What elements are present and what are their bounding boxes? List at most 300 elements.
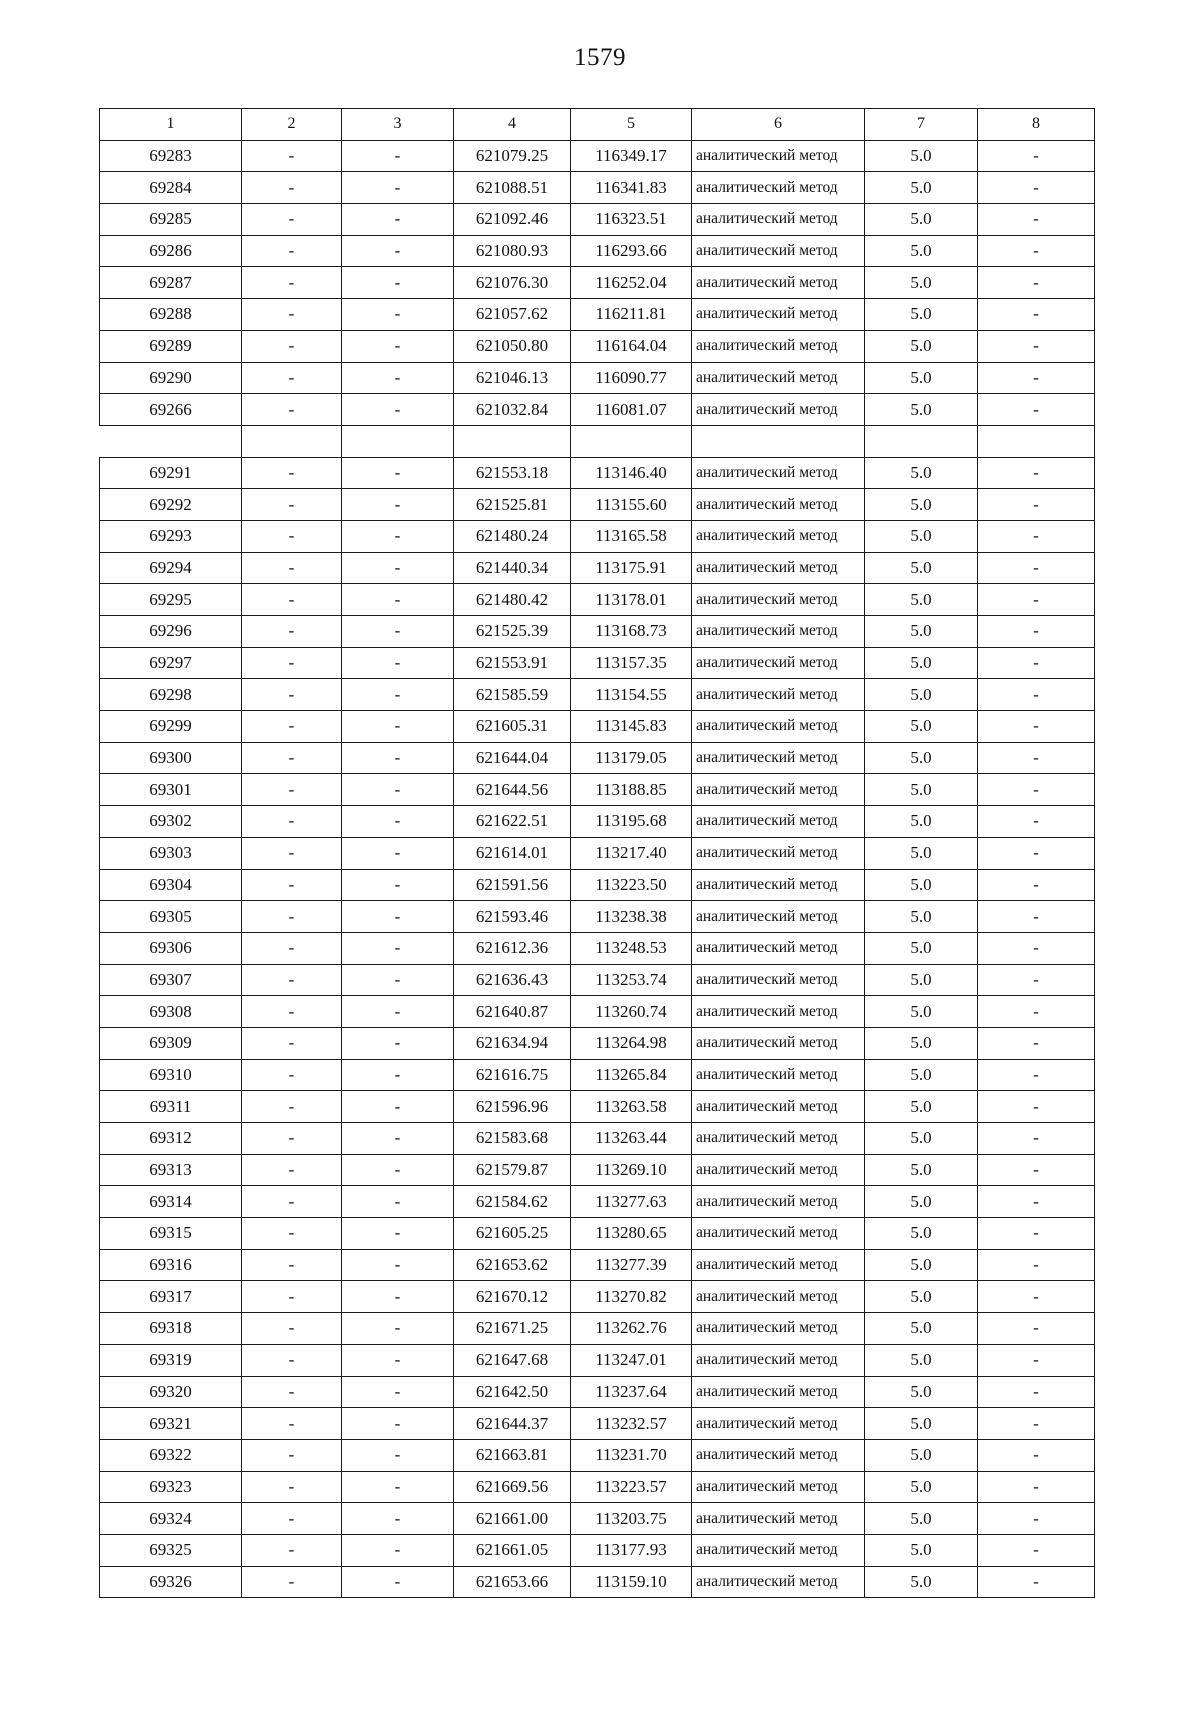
cell-col-8: - xyxy=(978,584,1095,616)
cell-col-2: - xyxy=(242,204,342,236)
cell-col-3: - xyxy=(342,1186,454,1218)
cell-method: аналитический метод xyxy=(692,1027,865,1059)
cell-coord-x: 621653.66 xyxy=(454,1566,571,1598)
cell-point-number: 69326 xyxy=(100,1566,242,1598)
cell-col-8: - xyxy=(978,901,1095,933)
cell-col-2: - xyxy=(242,1313,342,1345)
cell-method: аналитический метод xyxy=(692,267,865,299)
cell-point-number: 69307 xyxy=(100,964,242,996)
cell-col-3: - xyxy=(342,837,454,869)
cell-point-number: 69290 xyxy=(100,362,242,394)
cell-coord-x: 621622.51 xyxy=(454,806,571,838)
table-row xyxy=(100,1059,1095,1091)
cell-point-number: 69301 xyxy=(100,774,242,806)
cell-method: аналитический метод xyxy=(692,1408,865,1440)
cell-accuracy: 5.0 xyxy=(865,679,978,711)
group-separator-row xyxy=(100,425,1095,457)
cell-col-8: - xyxy=(978,204,1095,236)
cell-col-8: - xyxy=(978,932,1095,964)
cell-coord-x: 621585.59 xyxy=(454,679,571,711)
table-row xyxy=(100,679,1095,711)
column-header-7: 7 xyxy=(865,109,978,141)
empty-cell xyxy=(692,425,865,457)
cell-col-8: - xyxy=(978,964,1095,996)
cell-col-3: - xyxy=(342,1091,454,1123)
cell-col-8: - xyxy=(978,140,1095,172)
cell-point-number: 69309 xyxy=(100,1027,242,1059)
cell-accuracy: 5.0 xyxy=(865,520,978,552)
table-row xyxy=(100,1408,1095,1440)
cell-coord-y: 113223.57 xyxy=(571,1471,692,1503)
cell-accuracy: 5.0 xyxy=(865,489,978,521)
cell-coord-y: 116164.04 xyxy=(571,330,692,362)
cell-accuracy: 5.0 xyxy=(865,1027,978,1059)
table-row xyxy=(100,996,1095,1028)
cell-coord-x: 621669.56 xyxy=(454,1471,571,1503)
table-row xyxy=(100,489,1095,521)
empty-cell xyxy=(454,425,571,457)
cell-col-3: - xyxy=(342,1471,454,1503)
cell-accuracy: 5.0 xyxy=(865,1313,978,1345)
cell-coord-x: 621636.43 xyxy=(454,964,571,996)
cell-col-3: - xyxy=(342,1376,454,1408)
cell-col-8: - xyxy=(978,1471,1095,1503)
table-row xyxy=(100,1281,1095,1313)
cell-col-3: - xyxy=(342,204,454,236)
table-row xyxy=(100,172,1095,204)
cell-accuracy: 5.0 xyxy=(865,869,978,901)
cell-accuracy: 5.0 xyxy=(865,394,978,426)
cell-method: аналитический метод xyxy=(692,996,865,1028)
column-header-4: 4 xyxy=(454,109,571,141)
cell-col-3: - xyxy=(342,1059,454,1091)
table-row xyxy=(100,330,1095,362)
table-row xyxy=(100,647,1095,679)
cell-accuracy: 5.0 xyxy=(865,616,978,648)
cell-method: аналитический метод xyxy=(692,330,865,362)
cell-col-3: - xyxy=(342,1408,454,1440)
cell-method: аналитический метод xyxy=(692,140,865,172)
cell-accuracy: 5.0 xyxy=(865,552,978,584)
cell-col-3: - xyxy=(342,1439,454,1471)
table-row xyxy=(100,1534,1095,1566)
cell-point-number: 69288 xyxy=(100,299,242,331)
cell-accuracy: 5.0 xyxy=(865,742,978,774)
cell-point-number: 69283 xyxy=(100,140,242,172)
cell-method: аналитический метод xyxy=(692,616,865,648)
cell-coord-x: 621480.42 xyxy=(454,584,571,616)
cell-col-8: - xyxy=(978,1408,1095,1440)
cell-point-number: 69298 xyxy=(100,679,242,711)
cell-coord-y: 113238.38 xyxy=(571,901,692,933)
cell-col-8: - xyxy=(978,1027,1095,1059)
cell-coord-y: 113280.65 xyxy=(571,1218,692,1250)
cell-method: аналитический метод xyxy=(692,1059,865,1091)
cell-point-number: 69303 xyxy=(100,837,242,869)
cell-col-8: - xyxy=(978,1123,1095,1155)
column-header-3: 3 xyxy=(342,109,454,141)
table-row xyxy=(100,774,1095,806)
cell-coord-y: 113269.10 xyxy=(571,1154,692,1186)
cell-col-3: - xyxy=(342,584,454,616)
table-row xyxy=(100,616,1095,648)
cell-coord-x: 621605.25 xyxy=(454,1218,571,1250)
cell-col-3: - xyxy=(342,489,454,521)
cell-accuracy: 5.0 xyxy=(865,362,978,394)
table-row xyxy=(100,520,1095,552)
cell-col-2: - xyxy=(242,330,342,362)
cell-col-3: - xyxy=(342,1154,454,1186)
cell-col-3: - xyxy=(342,996,454,1028)
cell-accuracy: 5.0 xyxy=(865,172,978,204)
cell-col-8: - xyxy=(978,362,1095,394)
cell-col-2: - xyxy=(242,869,342,901)
cell-method: аналитический метод xyxy=(692,457,865,489)
cell-method: аналитический метод xyxy=(692,520,865,552)
cell-accuracy: 5.0 xyxy=(865,204,978,236)
cell-col-2: - xyxy=(242,742,342,774)
cell-coord-x: 621583.68 xyxy=(454,1123,571,1155)
cell-method: аналитический метод xyxy=(692,1566,865,1598)
cell-col-8: - xyxy=(978,1534,1095,1566)
cell-point-number: 69295 xyxy=(100,584,242,616)
cell-coord-x: 621670.12 xyxy=(454,1281,571,1313)
cell-coord-y: 113203.75 xyxy=(571,1503,692,1535)
cell-col-3: - xyxy=(342,1027,454,1059)
cell-method: аналитический метод xyxy=(692,1249,865,1281)
cell-coord-y: 113195.68 xyxy=(571,806,692,838)
cell-point-number: 69323 xyxy=(100,1471,242,1503)
cell-col-3: - xyxy=(342,1566,454,1598)
cell-col-8: - xyxy=(978,394,1095,426)
cell-col-8: - xyxy=(978,489,1095,521)
cell-col-8: - xyxy=(978,1376,1095,1408)
cell-col-8: - xyxy=(978,837,1095,869)
table-row xyxy=(100,742,1095,774)
cell-point-number: 69314 xyxy=(100,1186,242,1218)
cell-col-8: - xyxy=(978,457,1095,489)
cell-point-number: 69287 xyxy=(100,267,242,299)
table-row xyxy=(100,964,1095,996)
cell-coord-x: 621596.96 xyxy=(454,1091,571,1123)
cell-method: аналитический метод xyxy=(692,394,865,426)
cell-col-3: - xyxy=(342,806,454,838)
cell-method: аналитический метод xyxy=(692,1376,865,1408)
cell-col-3: - xyxy=(342,964,454,996)
table-row xyxy=(100,299,1095,331)
cell-coord-x: 621605.31 xyxy=(454,711,571,743)
cell-coord-x: 621644.37 xyxy=(454,1408,571,1440)
cell-col-2: - xyxy=(242,394,342,426)
table-row xyxy=(100,457,1095,489)
cell-point-number: 69315 xyxy=(100,1218,242,1250)
cell-point-number: 69297 xyxy=(100,647,242,679)
cell-col-3: - xyxy=(342,552,454,584)
cell-coord-x: 621440.34 xyxy=(454,552,571,584)
cell-coord-x: 621046.13 xyxy=(454,362,571,394)
cell-point-number: 69308 xyxy=(100,996,242,1028)
cell-point-number: 69312 xyxy=(100,1123,242,1155)
empty-cell xyxy=(242,425,342,457)
cell-coord-y: 113264.98 xyxy=(571,1027,692,1059)
empty-cell xyxy=(342,425,454,457)
table-row xyxy=(100,1154,1095,1186)
cell-method: аналитический метод xyxy=(692,901,865,933)
cell-method: аналитический метод xyxy=(692,774,865,806)
cell-col-8: - xyxy=(978,1566,1095,1598)
cell-coord-y: 116341.83 xyxy=(571,172,692,204)
cell-coord-x: 621663.81 xyxy=(454,1439,571,1471)
cell-col-3: - xyxy=(342,774,454,806)
cell-coord-y: 113237.64 xyxy=(571,1376,692,1408)
cell-coord-y: 113223.50 xyxy=(571,869,692,901)
table-body xyxy=(100,140,1095,1598)
table-row xyxy=(100,1218,1095,1250)
cell-col-2: - xyxy=(242,1186,342,1218)
cell-method: аналитический метод xyxy=(692,1091,865,1123)
cell-coord-x: 621525.81 xyxy=(454,489,571,521)
page-number: 1579 xyxy=(574,44,626,71)
cell-method: аналитический метод xyxy=(692,742,865,774)
cell-col-2: - xyxy=(242,1534,342,1566)
cell-coord-y: 113263.44 xyxy=(571,1123,692,1155)
cell-col-8: - xyxy=(978,1091,1095,1123)
cell-col-2: - xyxy=(242,1249,342,1281)
cell-accuracy: 5.0 xyxy=(865,806,978,838)
cell-col-2: - xyxy=(242,679,342,711)
cell-accuracy: 5.0 xyxy=(865,964,978,996)
cell-col-2: - xyxy=(242,1471,342,1503)
cell-coord-y: 113178.01 xyxy=(571,584,692,616)
cell-col-3: - xyxy=(342,679,454,711)
cell-col-3: - xyxy=(342,1123,454,1155)
cell-coord-x: 621642.50 xyxy=(454,1376,571,1408)
cell-col-3: - xyxy=(342,394,454,426)
cell-col-3: - xyxy=(342,1249,454,1281)
cell-coord-x: 621653.62 xyxy=(454,1249,571,1281)
cell-coord-y: 113260.74 xyxy=(571,996,692,1028)
cell-col-3: - xyxy=(342,520,454,552)
cell-method: аналитический метод xyxy=(692,1313,865,1345)
cell-point-number: 69311 xyxy=(100,1091,242,1123)
cell-col-2: - xyxy=(242,1027,342,1059)
cell-col-3: - xyxy=(342,172,454,204)
cell-coord-x: 621612.36 xyxy=(454,932,571,964)
cell-col-3: - xyxy=(342,140,454,172)
cell-point-number: 69284 xyxy=(100,172,242,204)
cell-point-number: 69304 xyxy=(100,869,242,901)
cell-coord-y: 116081.07 xyxy=(571,394,692,426)
cell-coord-y: 113188.85 xyxy=(571,774,692,806)
table-row xyxy=(100,204,1095,236)
cell-col-2: - xyxy=(242,1439,342,1471)
cell-method: аналитический метод xyxy=(692,1123,865,1155)
cell-accuracy: 5.0 xyxy=(865,774,978,806)
cell-coord-y: 113265.84 xyxy=(571,1059,692,1091)
cell-coord-x: 621647.68 xyxy=(454,1344,571,1376)
cell-coord-x: 621092.46 xyxy=(454,204,571,236)
cell-method: аналитический метод xyxy=(692,1471,865,1503)
cell-col-8: - xyxy=(978,1313,1095,1345)
cell-accuracy: 5.0 xyxy=(865,330,978,362)
cell-accuracy: 5.0 xyxy=(865,1091,978,1123)
cell-accuracy: 5.0 xyxy=(865,1218,978,1250)
table-row xyxy=(100,1249,1095,1281)
cell-point-number: 69313 xyxy=(100,1154,242,1186)
cell-method: аналитический метод xyxy=(692,172,865,204)
cell-point-number: 69305 xyxy=(100,901,242,933)
cell-method: аналитический метод xyxy=(692,1154,865,1186)
cell-col-2: - xyxy=(242,647,342,679)
table-header-row xyxy=(100,109,1095,141)
cell-method: аналитический метод xyxy=(692,489,865,521)
cell-col-3: - xyxy=(342,1344,454,1376)
cell-coord-x: 621076.30 xyxy=(454,267,571,299)
cell-accuracy: 5.0 xyxy=(865,1503,978,1535)
cell-col-2: - xyxy=(242,267,342,299)
cell-col-8: - xyxy=(978,330,1095,362)
cell-point-number: 69320 xyxy=(100,1376,242,1408)
table-row xyxy=(100,1027,1095,1059)
cell-method: аналитический метод xyxy=(692,204,865,236)
cell-point-number: 69321 xyxy=(100,1408,242,1440)
cell-col-2: - xyxy=(242,964,342,996)
cell-accuracy: 5.0 xyxy=(865,1344,978,1376)
cell-method: аналитический метод xyxy=(692,235,865,267)
cell-coord-x: 621553.18 xyxy=(454,457,571,489)
table-row xyxy=(100,1344,1095,1376)
cell-col-2: - xyxy=(242,1376,342,1408)
cell-col-2: - xyxy=(242,901,342,933)
cell-coord-y: 113277.39 xyxy=(571,1249,692,1281)
cell-coord-y: 116323.51 xyxy=(571,204,692,236)
cell-col-2: - xyxy=(242,932,342,964)
cell-method: аналитический метод xyxy=(692,1186,865,1218)
cell-accuracy: 5.0 xyxy=(865,1408,978,1440)
cell-col-2: - xyxy=(242,1566,342,1598)
cell-coord-x: 621593.46 xyxy=(454,901,571,933)
cell-accuracy: 5.0 xyxy=(865,140,978,172)
cell-col-3: - xyxy=(342,932,454,964)
cell-point-number: 69286 xyxy=(100,235,242,267)
cell-col-8: - xyxy=(978,1503,1095,1535)
table-row xyxy=(100,1123,1095,1155)
cell-coord-y: 113168.73 xyxy=(571,616,692,648)
cell-point-number: 69292 xyxy=(100,489,242,521)
cell-coord-y: 113157.35 xyxy=(571,647,692,679)
cell-method: аналитический метод xyxy=(692,362,865,394)
cell-coord-y: 113155.60 xyxy=(571,489,692,521)
cell-col-8: - xyxy=(978,711,1095,743)
cell-col-8: - xyxy=(978,552,1095,584)
cell-accuracy: 5.0 xyxy=(865,1376,978,1408)
cell-accuracy: 5.0 xyxy=(865,901,978,933)
cell-point-number: 69285 xyxy=(100,204,242,236)
cell-point-number: 69318 xyxy=(100,1313,242,1345)
cell-point-number: 69324 xyxy=(100,1503,242,1535)
table-row xyxy=(100,837,1095,869)
cell-point-number: 69300 xyxy=(100,742,242,774)
cell-coord-y: 113179.05 xyxy=(571,742,692,774)
empty-cell xyxy=(978,425,1095,457)
table-row xyxy=(100,806,1095,838)
cell-method: аналитический метод xyxy=(692,1344,865,1376)
cell-col-3: - xyxy=(342,711,454,743)
cell-col-8: - xyxy=(978,1218,1095,1250)
table-row xyxy=(100,584,1095,616)
cell-method: аналитический метод xyxy=(692,679,865,711)
cell-coord-x: 621088.51 xyxy=(454,172,571,204)
cell-accuracy: 5.0 xyxy=(865,1123,978,1155)
cell-method: аналитический метод xyxy=(692,711,865,743)
empty-cell xyxy=(865,425,978,457)
cell-coord-x: 621634.94 xyxy=(454,1027,571,1059)
cell-col-8: - xyxy=(978,647,1095,679)
cell-accuracy: 5.0 xyxy=(865,1566,978,1598)
table-row xyxy=(100,362,1095,394)
cell-col-8: - xyxy=(978,1154,1095,1186)
table-row xyxy=(100,140,1095,172)
table-row xyxy=(100,1439,1095,1471)
cell-coord-y: 113232.57 xyxy=(571,1408,692,1440)
column-header-2: 2 xyxy=(242,109,342,141)
cell-method: аналитический метод xyxy=(692,869,865,901)
cell-col-2: - xyxy=(242,1344,342,1376)
cell-col-3: - xyxy=(342,1218,454,1250)
table-row xyxy=(100,1186,1095,1218)
cell-accuracy: 5.0 xyxy=(865,1534,978,1566)
table-row xyxy=(100,1471,1095,1503)
column-header-6: 6 xyxy=(692,109,865,141)
cell-method: аналитический метод xyxy=(692,584,865,616)
cell-col-8: - xyxy=(978,1281,1095,1313)
table-row xyxy=(100,1091,1095,1123)
cell-coord-y: 116293.66 xyxy=(571,235,692,267)
cell-method: аналитический метод xyxy=(692,647,865,679)
column-header-1: 1 xyxy=(100,109,242,141)
cell-col-3: - xyxy=(342,742,454,774)
cell-col-3: - xyxy=(342,299,454,331)
cell-point-number: 69319 xyxy=(100,1344,242,1376)
cell-method: аналитический метод xyxy=(692,1281,865,1313)
cell-point-number: 69299 xyxy=(100,711,242,743)
table-row xyxy=(100,932,1095,964)
cell-coord-x: 621661.05 xyxy=(454,1534,571,1566)
cell-coord-y: 113159.10 xyxy=(571,1566,692,1598)
cell-point-number: 69322 xyxy=(100,1439,242,1471)
cell-accuracy: 5.0 xyxy=(865,1154,978,1186)
cell-coord-y: 113263.58 xyxy=(571,1091,692,1123)
cell-coord-y: 113247.01 xyxy=(571,1344,692,1376)
cell-accuracy: 5.0 xyxy=(865,647,978,679)
cell-accuracy: 5.0 xyxy=(865,932,978,964)
column-header-5: 5 xyxy=(571,109,692,141)
cell-accuracy: 5.0 xyxy=(865,457,978,489)
cell-method: аналитический метод xyxy=(692,932,865,964)
empty-cell xyxy=(571,425,692,457)
cell-method: аналитический метод xyxy=(692,1218,865,1250)
table-row xyxy=(100,711,1095,743)
cell-col-3: - xyxy=(342,647,454,679)
cell-point-number: 69325 xyxy=(100,1534,242,1566)
cell-col-2: - xyxy=(242,1503,342,1535)
cell-col-8: - xyxy=(978,1344,1095,1376)
cell-coord-x: 621079.25 xyxy=(454,140,571,172)
cell-method: аналитический метод xyxy=(692,299,865,331)
table-row xyxy=(100,901,1095,933)
cell-col-3: - xyxy=(342,901,454,933)
cell-accuracy: 5.0 xyxy=(865,837,978,869)
